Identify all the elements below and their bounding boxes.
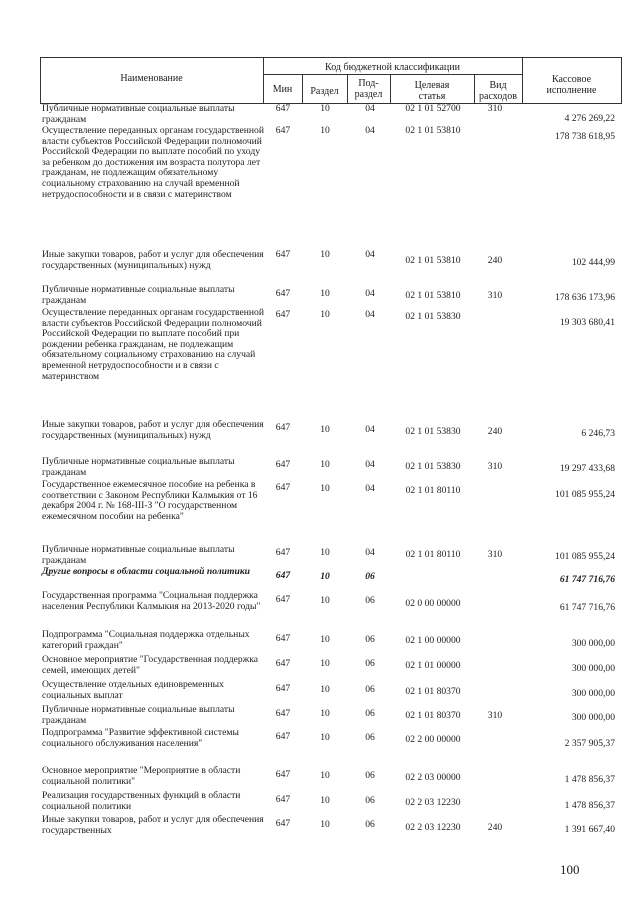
row-amount: 1 391 667,40 xyxy=(564,824,615,835)
row-celevaya: 02 1 01 80370 xyxy=(405,710,461,721)
row-celevaya: 02 1 01 53830 xyxy=(405,426,461,437)
row-razdel: 10 xyxy=(320,819,330,830)
row-podrazdel: 04 xyxy=(365,459,375,470)
row-amount: 101 085 955,24 xyxy=(555,551,615,562)
header-vid xyxy=(474,80,522,102)
row-razdel: 10 xyxy=(320,309,330,320)
row-razdel: 10 xyxy=(320,708,330,719)
row-podrazdel: 04 xyxy=(365,288,375,299)
row-min: 647 xyxy=(275,731,291,742)
row-celevaya: 02 1 01 53810 xyxy=(405,125,461,136)
row-min: 647 xyxy=(275,658,291,669)
row-razdel: 10 xyxy=(320,103,330,114)
header-kassa xyxy=(522,74,621,96)
row-name: Осуществление отдельных единовременных социальных выплат xyxy=(42,679,224,701)
row-amount: 19 303 680,41 xyxy=(559,317,615,328)
row-podrazdel: 04 xyxy=(365,547,375,558)
row-amount: 300 000,00 xyxy=(571,688,615,699)
row-razdel: 10 xyxy=(320,732,330,743)
row-min: 647 xyxy=(275,633,291,644)
row-name: Иные закупки товаров, работ и услуг для обеспечения государственных (муниципальных) нужд xyxy=(42,249,264,271)
row-name: Публичные нормативные социальные выплаты гражданам xyxy=(42,456,235,478)
row-razdel: 10 xyxy=(320,125,330,136)
row-name: Основное мероприятие "Государственная поддержка семей, имеющих детей" xyxy=(42,654,259,676)
row-name: Иные закупки товаров, работ и услуг для обеспечения государственных xyxy=(42,814,264,836)
row-name: Публичные нормативные социальные выплаты гражданам xyxy=(42,544,235,566)
row-min: 647 xyxy=(275,708,291,719)
row-podrazdel: 06 xyxy=(365,819,375,830)
row-min: 647 xyxy=(275,818,291,829)
header-code-group: Код бюджетной классификации xyxy=(325,62,460,73)
row-min: 647 xyxy=(275,769,291,780)
row-vid: 310 xyxy=(487,461,503,472)
row-name: Публичные нормативные социальные выплаты гражданам xyxy=(42,284,235,306)
row-celevaya: 02 1 01 00000 xyxy=(405,660,461,671)
row-celevaya: 02 2 03 00000 xyxy=(405,772,461,783)
header-razdel: Раздел xyxy=(310,86,339,97)
header-podrazdel-2: раздел xyxy=(354,89,383,100)
row-vid: 240 xyxy=(487,255,503,266)
header-top-rule xyxy=(40,57,622,58)
row-name: Реализация государственных функций в области социальной политики xyxy=(42,790,241,812)
row-min: 647 xyxy=(275,309,291,320)
row-min: 647 xyxy=(275,125,291,136)
row-podrazdel: 04 xyxy=(365,309,375,320)
header-name: Наименование xyxy=(120,73,183,84)
row-vid: 310 xyxy=(487,290,503,301)
row-amount: 300 000,00 xyxy=(571,638,615,649)
row-amount: 1 478 856,37 xyxy=(564,774,615,785)
header-celevaya-2: статья xyxy=(418,91,446,102)
row-razdel: 10 xyxy=(320,249,330,260)
row-min: 647 xyxy=(275,570,291,581)
row-celevaya: 02 2 03 12230 xyxy=(405,797,461,808)
header-right-border xyxy=(621,57,622,104)
row-podrazdel: 06 xyxy=(365,658,375,669)
row-min: 647 xyxy=(275,459,291,470)
row-amount: 4 276 269,22 xyxy=(564,113,615,124)
row-podrazdel: 06 xyxy=(365,684,375,695)
row-amount: 178 738 618,95 xyxy=(555,131,615,142)
row-vid: 310 xyxy=(487,103,503,114)
row-min: 647 xyxy=(275,594,291,605)
row-podrazdel: 06 xyxy=(365,571,375,582)
row-amount: 300 000,00 xyxy=(571,663,615,674)
row-podrazdel: 06 xyxy=(365,795,375,806)
row-razdel: 10 xyxy=(320,483,330,494)
row-razdel: 10 xyxy=(320,770,330,781)
row-razdel: 10 xyxy=(320,658,330,669)
row-min: 647 xyxy=(275,482,291,493)
row-name: Осуществление переданных органам государственной власти субъектов Российской Федерации полномочий Российской Федерации по выплате пособий по уходу за ребенком до достижения им возраста полутора лет гражданам, не подлежащим обязательному социальному страхованию на случай временной нетрудоспособности и в связи с материнством xyxy=(42,125,264,200)
row-podrazdel: 06 xyxy=(365,732,375,743)
row-celevaya: 02 1 01 80110 xyxy=(405,549,461,560)
row-celevaya: 02 1 01 53830 xyxy=(405,311,461,322)
row-name: Основное мероприятие "Мероприятие в области социальной политики" xyxy=(42,765,241,787)
row-razdel: 10 xyxy=(320,684,330,695)
row-celevaya: 02 2 03 12230 xyxy=(405,822,461,833)
header-kassa-2: исполнение xyxy=(546,85,597,96)
row-amount: 101 085 955,24 xyxy=(555,489,615,500)
header-vid-1: Вид xyxy=(489,80,507,91)
row-podrazdel: 06 xyxy=(365,770,375,781)
row-celevaya: 02 0 00 00000 xyxy=(405,598,461,609)
row-min: 647 xyxy=(275,288,291,299)
row-min: 647 xyxy=(275,249,291,260)
row-name: Подпрограмма "Социальная поддержка отдельных категорий граждан" xyxy=(42,629,250,651)
row-amount: 6 246,73 xyxy=(581,428,615,439)
row-min: 647 xyxy=(275,794,291,805)
row-amount: 61 747 716,76 xyxy=(559,574,615,585)
row-celevaya: 02 1 01 53830 xyxy=(405,461,461,472)
row-podrazdel: 04 xyxy=(365,249,375,260)
row-razdel: 10 xyxy=(320,571,330,582)
row-amount: 2 357 905,37 xyxy=(564,738,615,749)
row-razdel: 10 xyxy=(320,547,330,558)
row-podrazdel: 04 xyxy=(365,424,375,435)
row-celevaya: 02 1 01 53810 xyxy=(405,255,461,266)
header-celevaya-1: Целевая xyxy=(414,80,450,91)
row-celevaya: 02 1 01 80370 xyxy=(405,686,461,697)
row-name: Государственное ежемесячное пособие на ребенка в соответствии с Законом Республики Калмыкия от 16 декабря 2004 г. № 168-III-З "О государственном ежемесячном пособии на ребенка" xyxy=(42,479,258,522)
header-kassa-1: Кассовое xyxy=(551,74,592,85)
row-celevaya: 02 1 01 53810 xyxy=(405,290,461,301)
row-podrazdel: 04 xyxy=(365,125,375,136)
row-name: Подпрограмма "Развитие эффективной системы социального обслуживания населения" xyxy=(42,727,239,749)
header-min: Мин xyxy=(272,84,293,95)
row-vid: 310 xyxy=(487,710,503,721)
row-name: Иные закупки товаров, работ и услуг для обеспечения государственных (муниципальных) нужд xyxy=(42,419,264,441)
row-razdel: 10 xyxy=(320,795,330,806)
row-min: 647 xyxy=(275,547,291,558)
row-amount: 61 747 716,76 xyxy=(559,602,615,613)
row-name: Другие вопросы в области социальной политики xyxy=(42,566,251,577)
row-celevaya: 02 1 01 80110 xyxy=(405,485,461,496)
row-celevaya: 02 1 00 00000 xyxy=(405,635,461,646)
row-podrazdel: 04 xyxy=(365,103,375,114)
row-amount: 178 636 173,96 xyxy=(555,292,615,303)
row-razdel: 10 xyxy=(320,424,330,435)
row-podrazdel: 06 xyxy=(365,595,375,606)
row-amount: 19 297 433,68 xyxy=(559,463,615,474)
row-min: 647 xyxy=(275,103,291,114)
row-podrazdel: 06 xyxy=(365,634,375,645)
row-razdel: 10 xyxy=(320,288,330,299)
row-amount: 300 000,00 xyxy=(571,712,615,723)
row-amount: 1 478 856,37 xyxy=(564,800,615,811)
header-vid-2: расходов xyxy=(479,91,517,102)
row-razdel: 10 xyxy=(320,595,330,606)
row-vid: 310 xyxy=(487,549,503,560)
header-celevaya xyxy=(390,80,474,102)
row-min: 647 xyxy=(275,683,291,694)
page-number: 100 xyxy=(560,862,580,877)
row-amount: 102 444,99 xyxy=(571,257,615,268)
row-celevaya: 02 1 01 52700 xyxy=(405,103,461,114)
row-podrazdel: 04 xyxy=(365,483,375,494)
row-razdel: 10 xyxy=(320,459,330,470)
row-name: Публичные нормативные социальные выплаты гражданам xyxy=(42,704,235,726)
row-name: Осуществление переданных органам государственной власти субъектов Российской Федерации полномочий Российской Федерации по выплате пособий при рождении ребенка гражданам, не подлежащим обязательному социальному страхованию на случай временной нетрудоспособности и в связи с материнством xyxy=(42,307,264,382)
row-podrazdel: 06 xyxy=(365,708,375,719)
header-podrazdel xyxy=(347,78,390,100)
row-razdel: 10 xyxy=(320,634,330,645)
row-celevaya: 02 2 00 00000 xyxy=(405,734,461,745)
row-vid: 240 xyxy=(487,822,503,833)
row-name: Государственная программа "Социальная поддержка населения Республики Калмыкия на 2013-2020 годы" xyxy=(42,590,261,612)
row-min: 647 xyxy=(275,422,291,433)
header-podrazdel-1: Под- xyxy=(358,78,379,89)
row-vid: 240 xyxy=(487,426,503,437)
row-name: Публичные нормативные социальные выплаты гражданам xyxy=(42,103,235,125)
